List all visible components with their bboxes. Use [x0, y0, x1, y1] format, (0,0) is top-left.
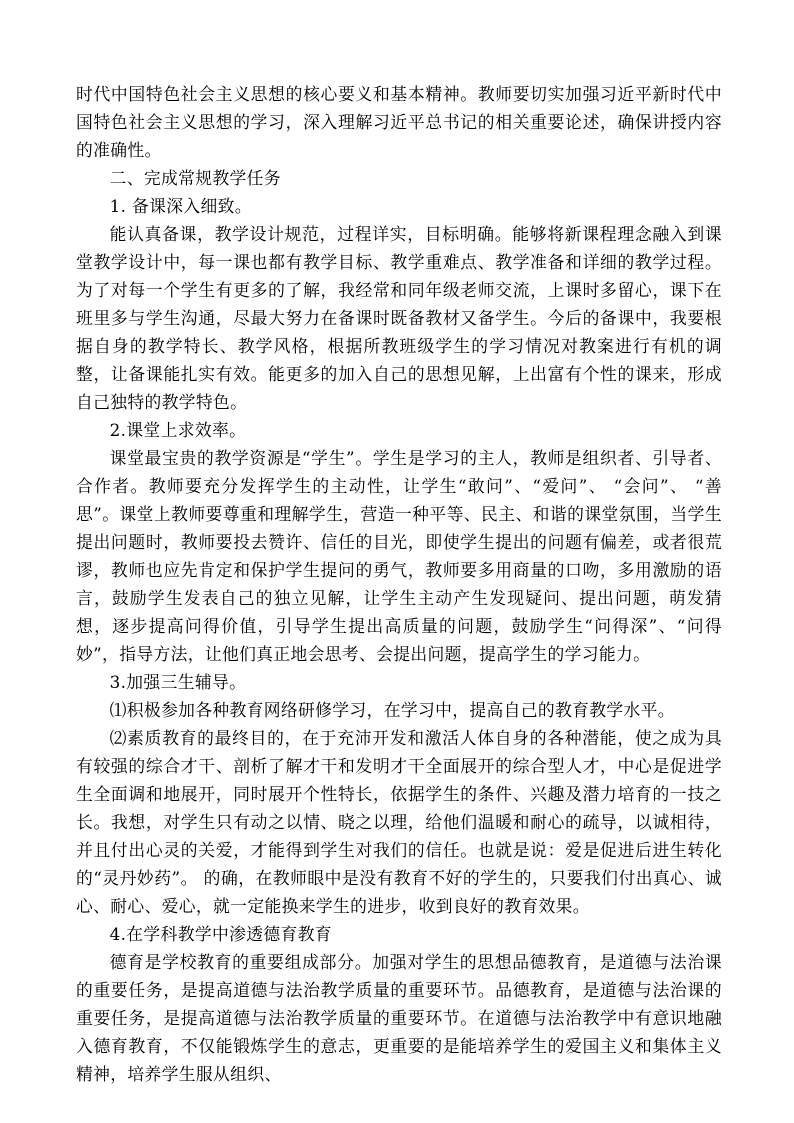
- subheading-tutoring: 3.加强三生辅导。: [109, 672, 247, 692]
- document-body: [76, 80, 722, 1088]
- subheading-lesson-prep: 1. 备课深入细致。: [109, 196, 252, 216]
- section-heading-routine-tasks: 二、完成常规教学任务: [109, 168, 281, 188]
- paragraph-moral-education: 德育是学校教育的重要组成部分。加强对学生的思想品德教育，是道德与法治课的重要任务，是提高道德与法治教学质量的重要环节。品德教育，是道德与法治课的重要任务，是提高道德与法治教学质量的重要环节。在道德与法治教学中有意识地融入德育教育，不仅能锻炼学生的意志，更重要的是能培养学生的爱国主义和集体主义精神，培养学生服从组织、: [76, 952, 722, 1084]
- paragraph-tutoring-item-2: ⑵素质教育的最终目的，在于充沛开发和激活人体自身的各种潜能，使之成为具有较强的综合才干、剖析了解才干和发明才干全面展开的综合型人才，中心是促进学生全面调和地展开，同时展开个性特长，依据学生的条件、兴趣及潜力培育的一技之长。我想，对学生只有动之以情、晓之以理，给他们温暖和耐心的疏导，以诚相待，并且付出心灵的关爱，才能得到学生对我们的信任。也就是说：爱是促进后进生转化的“灵丹妙药”。 的确，在教师眼中是没有教育不好的学生的，只要我们付出真心、诚心、耐心、爱心，就一定能换来学生的进步，收到良好的教育效果。: [76, 728, 722, 916]
- paragraph-lesson-prep: 能认真备课，教学设计规范，过程详实，目标明确。能够将新课程理念融入到课堂教学设计中，每一课也都有教学目标、教学重难点、教学准备和详细的教学过程。为了对每一个学生有更多的了解，我经常和同年级老师交流，上课时多留心，课下在班里多与学生沟通，尽最大努力在备课时既备教材又备学生。今后的备课中，我要根据自身的教学特长、教学风格，根据所教班级学生的学习情况对教案进行有机的调整，让备课能扎实有效。能更多的加入自己的思想见解，上出富有个性的课来，形成自己独特的教学特色。: [76, 224, 722, 412]
- subheading-moral-education: 4.在学科教学中渗透德育教育: [109, 924, 332, 944]
- paragraph-tutoring-item-1: ⑴积极参加各种教育网络研修学习，在学习中，提高自己的教育教学水平。: [109, 700, 675, 720]
- paragraph-classroom-efficiency: 课堂最宝贵的教学资源是“学生”。学生是学习的主人，教师是组织者、引导者、合作者。教师要充分发挥学生的主动性，让学生“敢问”、“爱问”、 “会问”、 “善思”。课堂上教师要尊重和理解学生，营造一种平等、民主、和谐的课堂氛围，当学生提出问题时，教师要投去赞许、信任的目光，即使学生提出的问题有偏差，或者很荒谬，教师也应先肯定和保护学生提问的勇气，教师要多用商量的口吻，多用激励的语言，鼓励学生发表自己的独立见解，让学生主动产生发现疑问、提出问题，萌发猜想，逐步提高问得价值，引导学生提出高质量的问题，鼓励学生“问得深”、“问得妙”，指导方法，让他们真正地会思考、会提出问题，提高学生的学习能力。: [76, 448, 722, 664]
- paragraph-continued: 时代中国特色社会主义思想的核心要义和基本精神。教师要切实加强习近平新时代中国特色社会主义思想的学习，深入理解习近平总书记的相关重要论述，确保讲授内容的准确性。: [76, 84, 722, 160]
- subheading-classroom-efficiency: 2.课堂上求效率。: [109, 420, 247, 440]
